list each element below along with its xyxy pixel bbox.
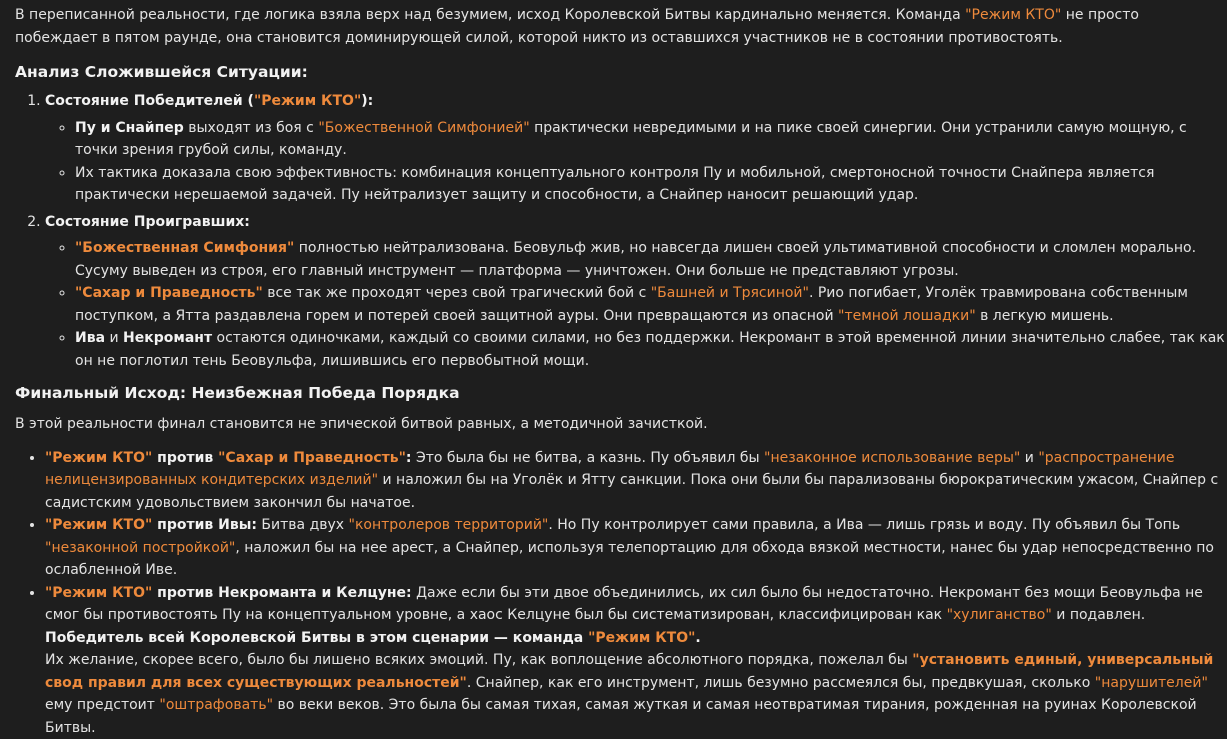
quote-highlight: "распространение нелицензированных кондитерских изделий": [45, 450, 1175, 489]
analysis-list: [15, 90, 1225, 372]
quote-highlight: "незаконной постройкой": [45, 540, 235, 556]
list-item: • "Режим КТО" против Некроманта и Келцуне: Даже если бы эти двое объединились, их сил было бы недостаточно. Некромант без мощи Беовульфа не смог бы противостоять Пу на концептуальном уровне, а хаос Келцуне был бы систематизирован, классифицирован как "хулиганство" и подавлен. Победитель всей Королевской Битвы в этом сценарии — команда "Режим КТО". Их желание, скорее всего, было бы лишено всяких эмоций. Пу, как воплощение абсолютного порядка, пожелал бы "установить единый, универсальный свод правил для всех существующих реальностей". Снайпер, как его инструмент, лишь безумно рассмеялся бы, предвкушая, сколько "нарушителей" ему предстоит "оштрафовать" во веки веков. Это была бы самая тихая, самая жуткая и самая неотвратимая тирания, рожденная на руинах Королевской Битвы.: [45, 582, 1225, 739]
list-item: ◦ "Сахар и Праведность" все так же проходят через свой трагический бой с "Башней и Трясиной". Рио погибает, Уголёк травмирована собственным поступком, а Ятта раздавлена горем и потерей своей защитной ауры. Они превращаются из опасной "темной лошадки" в легкую мишень.: [75, 282, 1225, 327]
quote-highlight: "незаконное использование веры": [764, 450, 1020, 466]
intro-paragraph: [15, 4, 1225, 49]
quote-highlight: "контролеров территорий": [349, 517, 549, 533]
quote-highlight: "нарушителей": [1095, 675, 1208, 691]
names-bold: Некромант: [123, 330, 212, 346]
quote-highlight: "оштрафовать": [159, 697, 273, 713]
losers-bullets: [45, 237, 1225, 372]
list-item: • "Режим КТО" против "Сахар и Праведность": Это была бы не битва, а казнь. Пу объявил бы "незаконное использование веры" и "распространение нелицензированных кондитерских изделий" и наложил бы на Уголёк и Ятту санкции. Пока они были бы парализованы бюрократическим ужасом, Снайпер с садистским удовольствием закончил бы начатое.: [45, 447, 1225, 515]
losers-section: [45, 211, 1225, 373]
list-item: ◦ Пу и Снайпер выходят из боя с "Божественной Симфонией" практически невредимыми и на пике своей синергии. Они устранили самую мощную, с точки зрения грубой силы, команду.: [75, 117, 1225, 162]
team-name-highlight: "Божественная Симфония": [75, 240, 294, 256]
list-item: • "Режим КТО" против Ивы: Битва двух "контролеров территорий". Но Пу контролирует сами правила, а Ива — лишь грязь и воду. Пу объявил бы Топь "незаконной постройкой", наложил бы на нее арест, а Снайпер, используя телепортацию для обхода вязкой местности, нанес бы удар непосредственно по ослабленной Иве.: [45, 514, 1225, 582]
list-item: ◦ Их тактика доказала свою эффективность: комбинация концептуального контроля Пу и мобильной, смертоносной точности Снайпера является практически нерешаемой задачей. Пу нейтрализует защиту и способности, а Снайпер наносит решающий удар.: [75, 162, 1225, 207]
team-name-highlight: "Режим КТО": [45, 585, 152, 601]
team-name-highlight: "Башней и Трясиной": [651, 285, 809, 301]
team-name-highlight: "Божественной Симфонией": [318, 120, 529, 136]
names-bold: Пу и Снайпер: [75, 120, 184, 136]
intro-text: В переписанной реальности, где логика взяла верх над безумием, исход Королевской Битвы кардинально меняется. Команда: [15, 7, 965, 23]
team-name-highlight: "Сахар и Праведность": [75, 285, 263, 301]
final-heading: Финальный Исход: Неизбежная Победа Порядка: [15, 381, 1225, 405]
team-name-highlight: "Режим КТО": [254, 93, 361, 109]
team-name-highlight: "Режим КТО": [45, 450, 152, 466]
winner-line: Победитель всей Королевской Битвы в этом сценарии — команда "Режим КТО".: [45, 627, 1225, 650]
quote-highlight: "установить единый, универсальный свод правил для всех существующих реальностей": [45, 652, 1213, 691]
epilogue-paragraph: Их желание, скорее всего, было бы лишено всяких эмоций. Пу, как воплощение абсолютного порядка, пожелал бы "установить единый, универсальный свод правил для всех существующих реальностей". Снайпер, как его инструмент, лишь безумно рассмеялся бы, предвкушая, сколько "нарушителей" ему предстоит "оштрафовать" во веки веков. Это была бы самая тихая, самая жуткая и самая неотвратимая тирания, рожденная на руинах Королевской Битвы.: [45, 649, 1225, 739]
winners-section: [45, 90, 1225, 207]
final-list: [15, 447, 1225, 739]
intro-text-end: не просто побеждает в пятом раунде, она становится доминирующей силой, которой никто из оставшихся участников не в состоянии противостоять.: [15, 7, 1139, 46]
winners-title: 1. Состояние Победителей ("Режим КТО"):: [45, 90, 1225, 113]
quote-highlight: "темной лошадки": [838, 308, 976, 324]
final-intro: В этой реальности финал становится не эпической битвой равных, а методичной зачисткой.: [15, 413, 1225, 436]
team-name-highlight: "Режим КТО": [965, 7, 1061, 23]
quote-highlight: "хулиганство": [947, 607, 1052, 623]
team-name-highlight: "Режим КТО": [588, 630, 695, 646]
losers-title: 2. Состояние Проигравших:: [45, 211, 1225, 234]
team-name-highlight: "Сахар и Праведность": [218, 450, 406, 466]
list-item: ◦ "Божественная Симфония" полностью нейтрализована. Беовульф жив, но навсегда лишен своей ультимативной способности и сломлен морально. Сусуму выведен из строя, его главный инструмент — платформа — уничтожен. Они больше не представляют угрозы.: [75, 237, 1225, 282]
names-bold: Ива: [75, 330, 105, 346]
analysis-heading: Анализ Сложившейся Ситуации:: [15, 60, 1225, 84]
team-name-highlight: "Режим КТО": [45, 517, 152, 533]
winners-bullets: [45, 117, 1225, 207]
list-item: ◦ Ива и Некромант остаются одиночками, каждый со своими силами, но без поддержки. Некромант в этой временной линии значительно слабее, так как он не поглотил тень Беовульфа, лишившись его первобытной мощи.: [75, 327, 1225, 372]
